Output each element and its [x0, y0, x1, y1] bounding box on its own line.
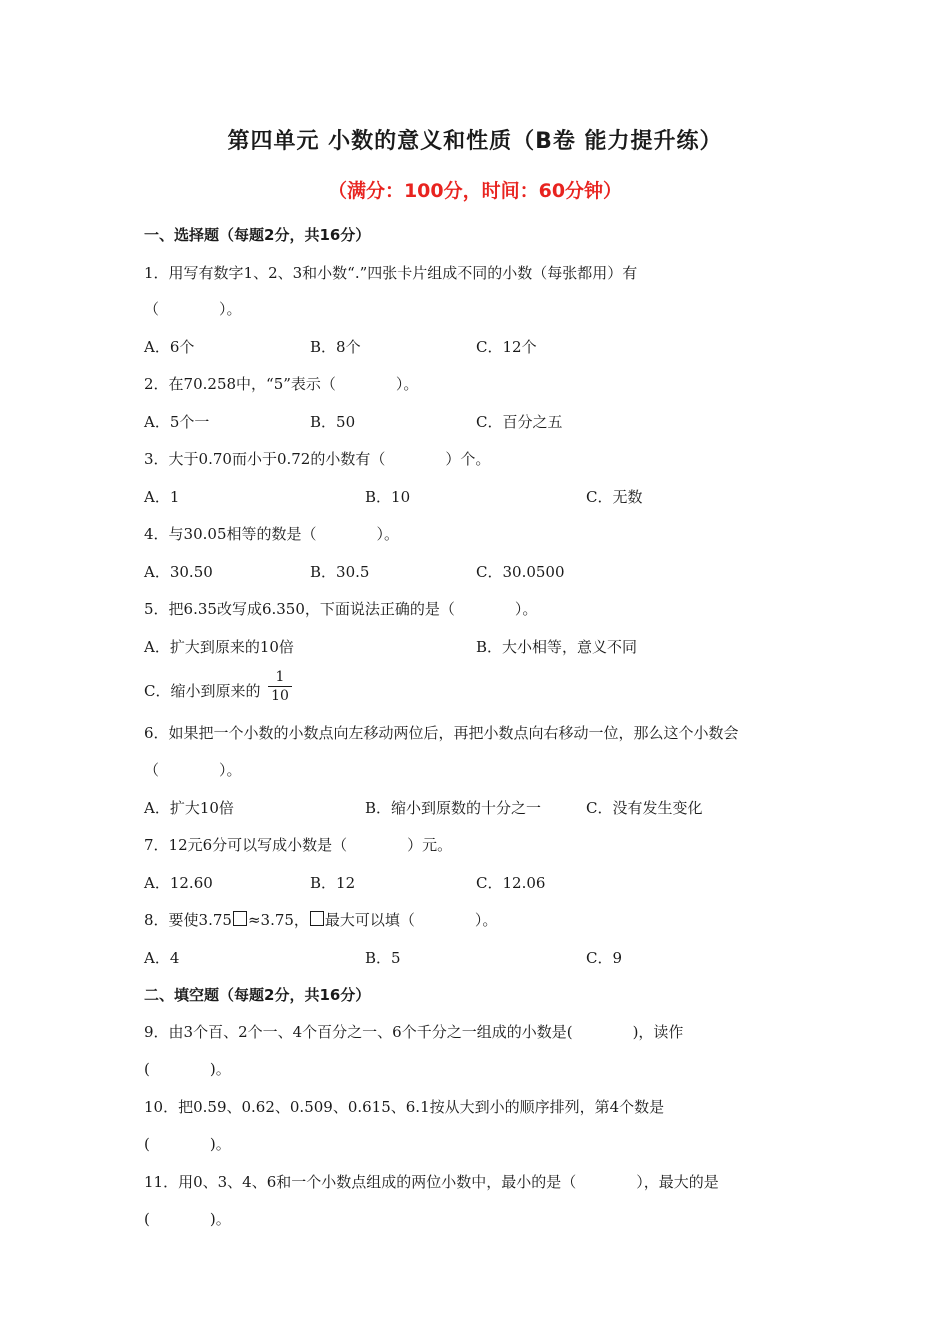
question-1-blank: （ ）。 — [144, 300, 242, 318]
question-11-text: 11．用0、3、4、6和一个小数点组成的两位小数中，最小的是（ ），最大的是 — [144, 1173, 719, 1191]
question-3-text: 3．大于0.70而小于0.72的小数有（ ）个。 — [144, 450, 491, 468]
section-heading-fill-in: 二、填空题（每题2分，共16分） — [144, 986, 371, 1004]
fraction-numerator: 1 — [275, 669, 285, 685]
question-5-option-a: A．扩大到原来的10倍 — [144, 638, 294, 656]
question-8-text-part2: ≈3.75， — [247, 911, 309, 929]
question-8-text-part3: 最大可以填（ ）。 — [324, 911, 498, 929]
question-2-text: 2．在70.258中，“5”表示（ ）。 — [144, 375, 419, 393]
question-6-option-c: C．没有发生变化 — [586, 799, 703, 817]
question-6-text: 6．如果把一个小数的小数点向左移动两位后，再把小数点向右移动一位，那么这个小数会 — [144, 724, 739, 742]
question-1-option-b: B．8个 — [310, 338, 361, 356]
question-2-option-b: B．50 — [310, 413, 356, 431]
fraction-denominator: 10 — [271, 688, 289, 704]
question-7-option-b: B．12 — [310, 874, 356, 892]
question-11-blank: ( )。 — [144, 1210, 231, 1228]
question-10-blank: ( )。 — [144, 1135, 231, 1153]
fraction-one-tenth — [266, 668, 294, 705]
question-7-option-c: C．12.06 — [476, 874, 546, 892]
question-4-option-a: A．30.50 — [144, 563, 213, 581]
question-4-option-c: C．30.0500 — [476, 563, 565, 581]
question-7-option-a: A．12.60 — [144, 874, 213, 892]
question-1-option-c: C．12个 — [476, 338, 537, 356]
question-5-option-c: C．缩小到原来的 — [144, 682, 261, 700]
question-1-option-a: A．6个 — [144, 338, 195, 356]
question-8-text-part1: 8．要使3.75 — [144, 911, 232, 929]
question-8-option-a: A．4 — [144, 949, 180, 967]
question-4-text: 4．与30.05相等的数是（ ）。 — [144, 525, 399, 543]
question-6-blank: （ ）。 — [144, 761, 242, 779]
question-3-option-a: A．1 — [144, 488, 180, 506]
question-2-option-a: A．5个一 — [144, 413, 210, 431]
question-5-text: 5．把6.35改写成6.350，下面说法正确的是（ ）。 — [144, 600, 538, 618]
question-9-blank: ( )。 — [144, 1060, 231, 1078]
question-8-text — [144, 909, 497, 930]
question-7-text: 7．12元6分可以写成小数是（ ）元。 — [144, 836, 453, 854]
question-1-text: 1．用写有数字1、2、3和小数“.”四张卡片组成不同的小数（每张都用）有 — [144, 264, 638, 282]
question-3-option-c: C．无数 — [586, 488, 643, 506]
question-8-option-c: C．9 — [586, 949, 623, 967]
exam-info: （满分：100分，时间：60分钟） — [327, 180, 623, 202]
question-4-option-b: B．30.5 — [310, 563, 370, 581]
question-6-option-a: A．扩大10倍 — [144, 799, 234, 817]
question-8-option-b: B．5 — [365, 949, 401, 967]
blank-square-icon — [233, 911, 247, 926]
question-10-text: 10．把0.59、0.62、0.509、0.615、6.1按从大到小的顺序排列，第4个数是 — [144, 1098, 665, 1116]
page-title: 第四单元 小数的意义和性质（B卷 能力提升练） — [227, 129, 723, 154]
question-9-text: 9．由3个百、2个一、4个百分之一、6个千分之一组成的小数是( )，读作 — [144, 1023, 684, 1041]
blank-square-icon — [310, 911, 324, 926]
question-5-option-b: B．大小相等，意义不同 — [476, 638, 638, 656]
section-heading-choice: 一、选择题（每题2分，共16分） — [144, 226, 371, 244]
question-6-option-b: B．缩小到原数的十分之一 — [365, 799, 542, 817]
question-3-option-b: B．10 — [365, 488, 411, 506]
question-2-option-c: C．百分之五 — [476, 413, 563, 431]
